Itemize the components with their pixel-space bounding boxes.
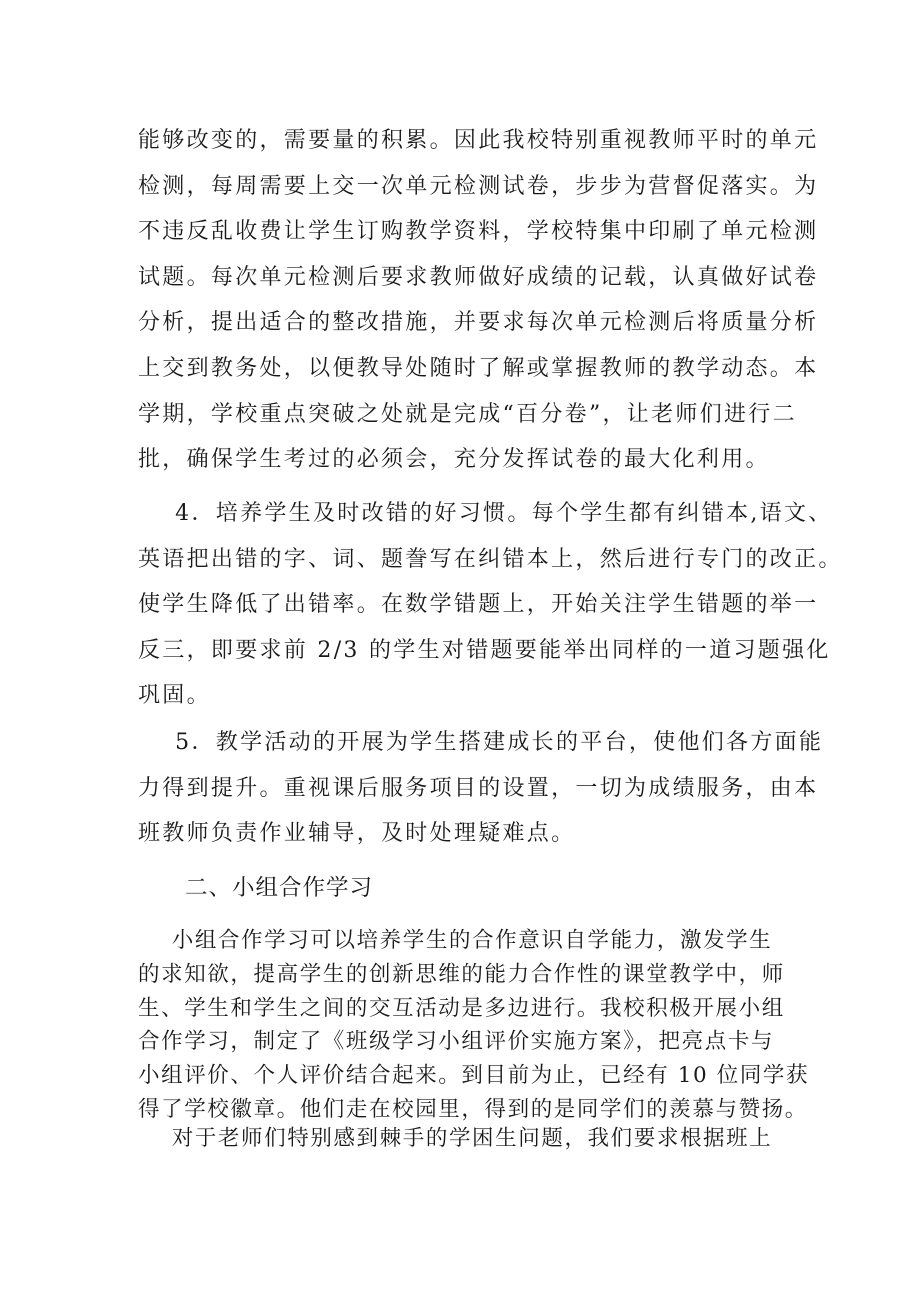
text-line: 使学生降低了出错率。在数学错题上，开始关注学生错题的举一 [138,592,819,618]
text-line: 能够改变的，需要量的积累。因此我校特别重视教师平时的单元 [138,128,819,153]
text-line: 得了学校徽章。他们走在校园里，得到的是同学们的羡慕与赞扬。 [138,1096,808,1122]
text-line: 批，确保学生考过的必须会，充分发挥试卷的最大化利用。 [138,447,770,473]
text-line: 分析，提出适合的整改措施，并要求每次单元检测后将质量分析 [138,310,819,336]
text-line: 小组合作学习可以培养学生的合作意识自学能力，激发学生 [138,928,773,953]
text-line: 合作学习，制定了《班级学习小组评价实施方案》，把亮点卡与 [138,1029,775,1055]
paragraph-item-5 [138,720,824,857]
text-line: 小组评价、个人评价结合起来。到目前为止，已经有 10 位同学获 [138,1063,810,1089]
section-paragraph-1 [138,924,810,1127]
text-line: 力得到提升。重视课后服务项目的设置，一切为成绩服务，由本 [138,775,819,801]
text-line: 英语把出错的字、词、题誊写在纠错本上，然后进行专门的改正。 [138,546,843,572]
text-line: 的求知欲，提高学生的创新思维的能力合作性的课堂教学中，师 [138,961,785,987]
text-line: 对于老师们特别感到棘手的学困生问题，我们要求根据班上 [138,1126,773,1151]
paragraph-continued [138,118,819,483]
text-line: 4．培养学生及时改错的好习惯。每个学生都有纠错本,语文、 [138,501,833,526]
text-line: 学期，学校重点突破之处就是完成“百分卷”，让老师们进行二 [138,401,797,427]
text-line: 不违反乱收费让学生订购教学资料，学校特集中印刷了单元检测 [138,219,819,245]
text-line: 上交到教务处，以便教导处随时了解或掌握教师的教学动态。本 [138,355,819,381]
section-heading: 二、小组合作学习 [185,875,374,901]
text-line: 5．教学活动的开展为学生搭建成长的平台，使他们各方面能 [138,730,824,755]
text-line: 班教师负责作业辅导，及时处理疑难点。 [138,821,576,847]
text-line: 生、学生和学生之间的交互活动是多边进行。我校积极开展小组 [138,995,785,1021]
text-line: 检测，每周需要上交一次单元检测试卷，步步为营督促落实。为 [138,173,819,199]
text-line: 试题。每次单元检测后要求教师做好成绩的记载，认真做好试卷 [138,264,819,290]
paragraph-item-4 [138,491,843,719]
text-line: 反三，即要求前 2/3 的学生对错题要能举出同样的一道习题强化 [138,637,831,663]
text-line: 巩固。 [138,683,211,709]
section-paragraph-2 [138,1119,798,1159]
